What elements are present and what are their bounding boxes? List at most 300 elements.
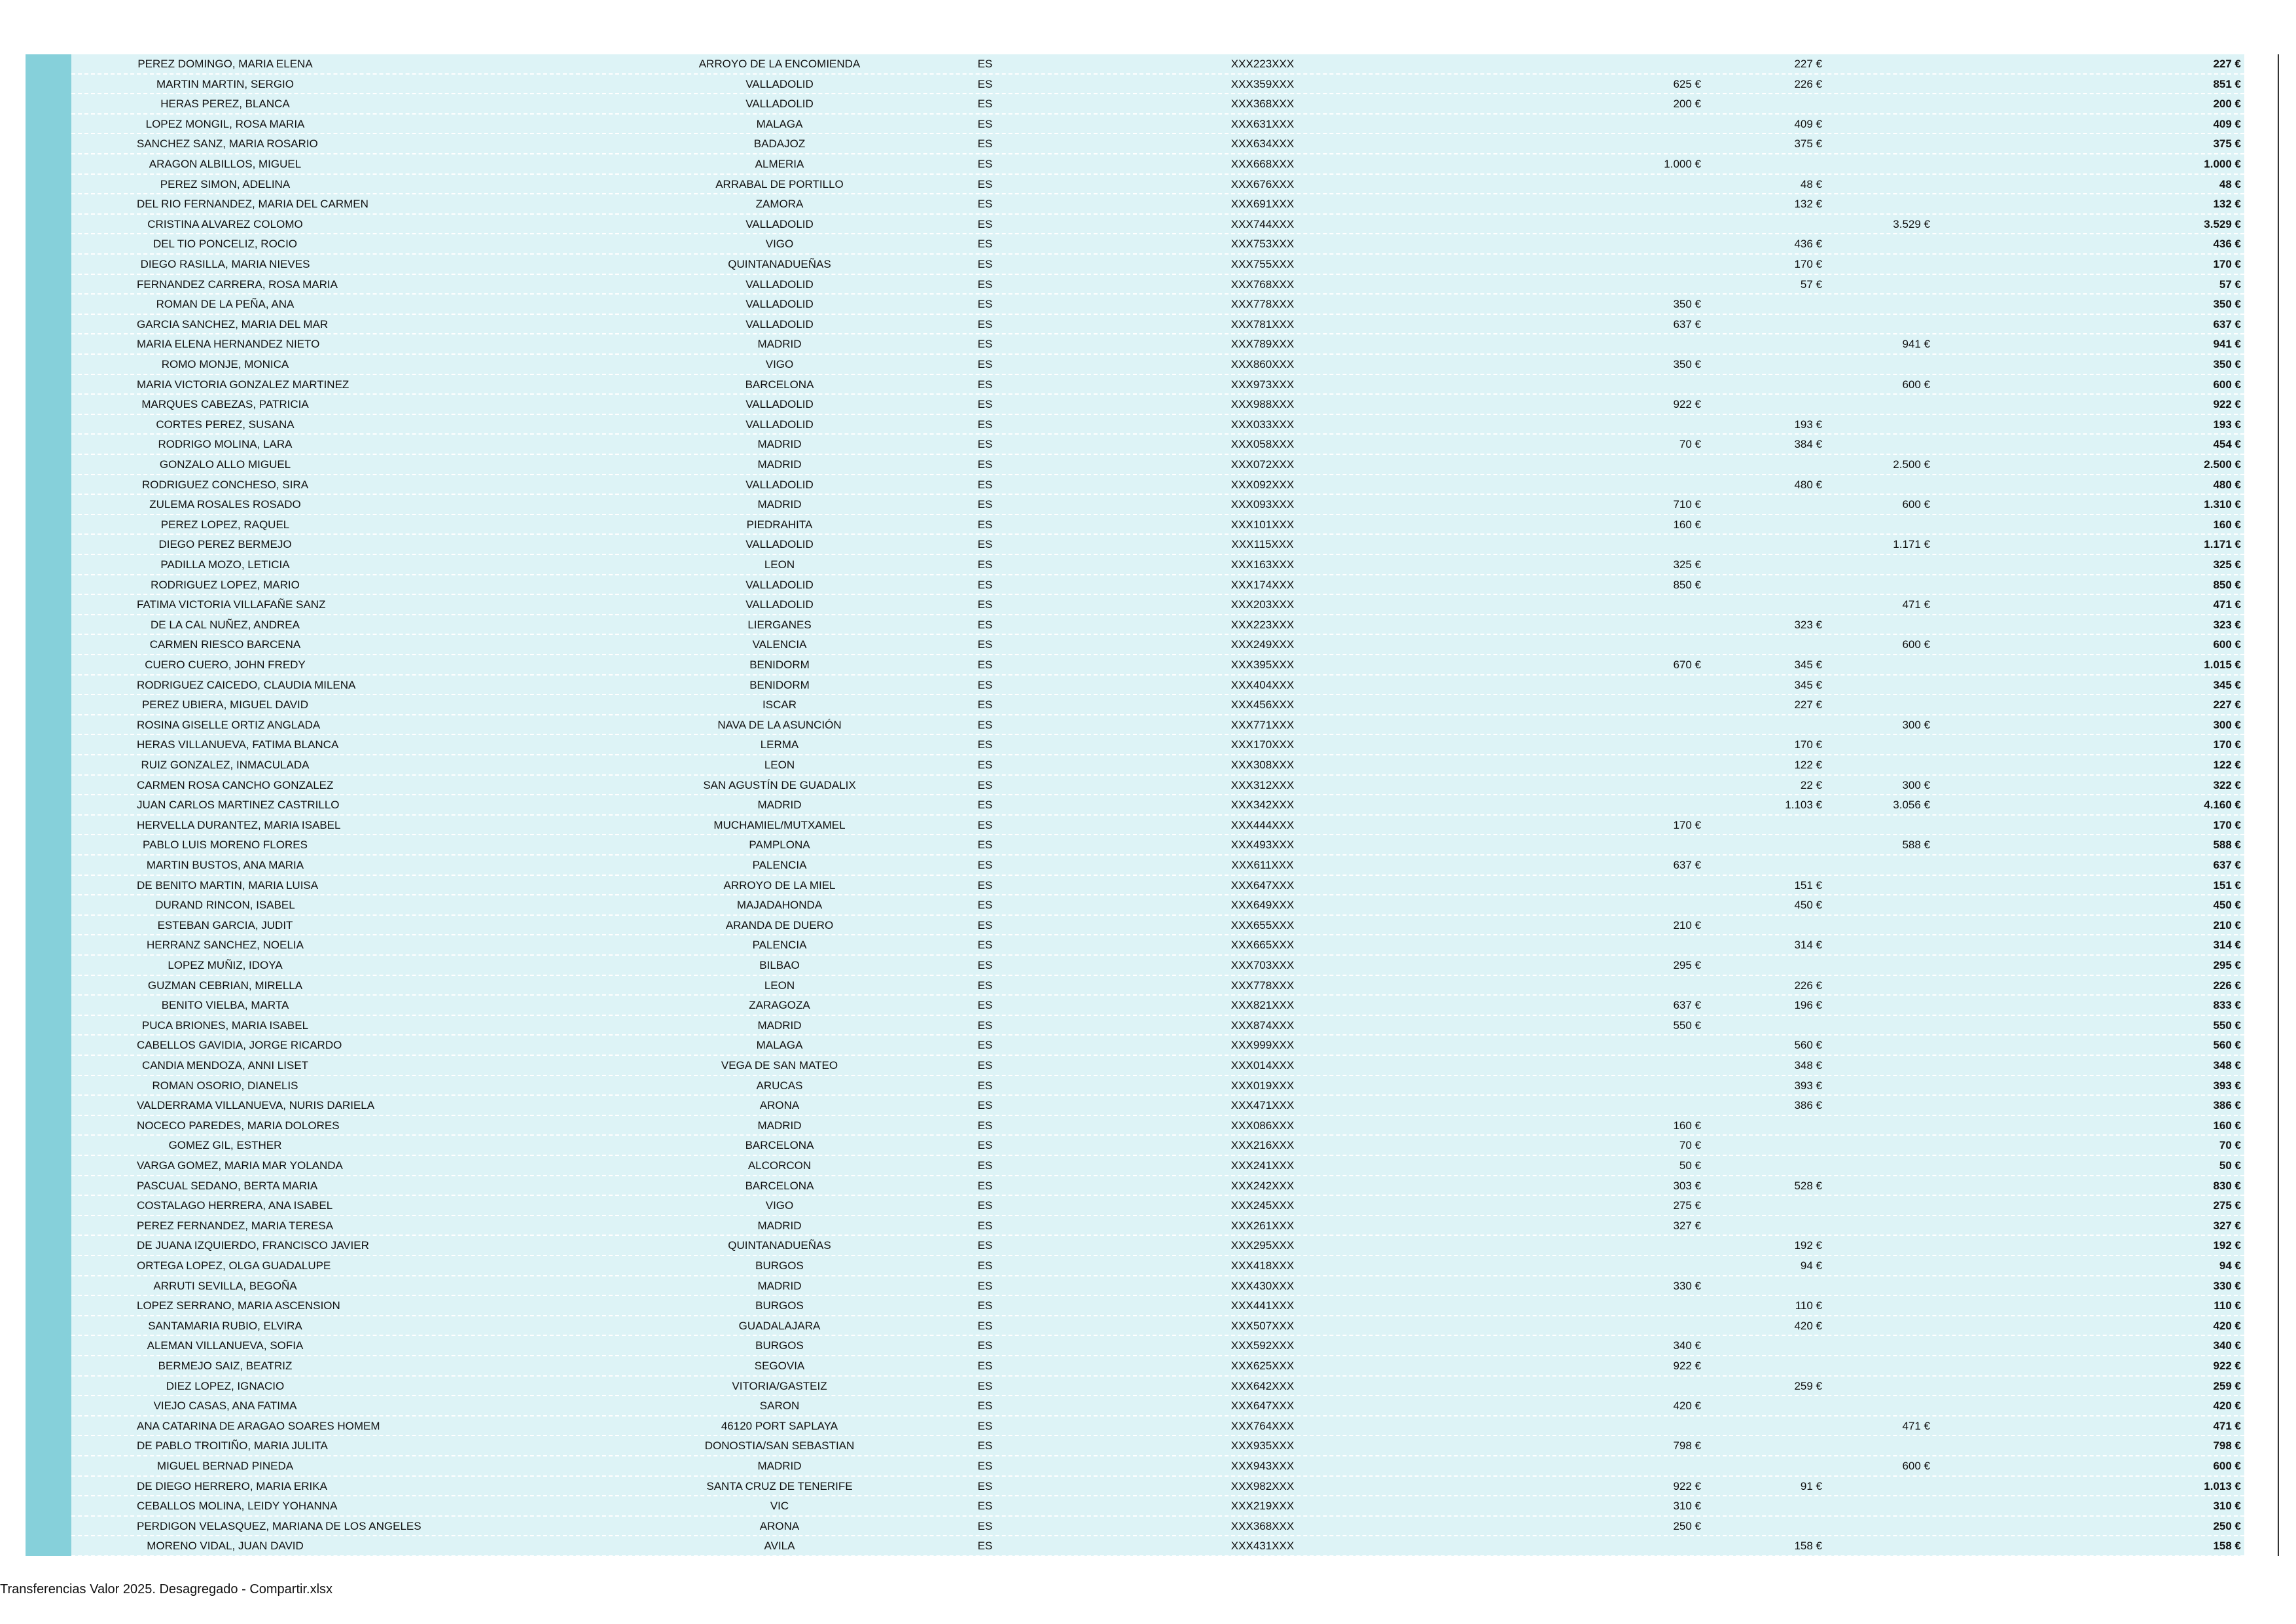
table-row [71,175,2244,195]
amount-c-cell: 941 € [1902,338,1930,351]
city-cell: PAMPLONA [749,839,810,852]
table-row [71,255,2244,275]
city-cell: 46120 PORT SAPLAYA [721,1419,838,1432]
table-row [71,1316,2244,1337]
table-row [71,275,2244,295]
country-cell: ES [977,859,993,871]
name-cell: ROMAN OSORIO, DIANELIS [152,1079,298,1092]
table-row [71,355,2244,375]
country-cell: ES [977,1199,993,1212]
total-cell: 323 € [2213,618,2241,631]
table-row [71,1456,2244,1477]
name-cell: CABELLOS GAVIDIA, JORGE RICARDO [137,1039,342,1052]
id-cell: XXX703XXX [1230,959,1295,971]
country-cell: ES [977,1299,993,1312]
amount-a-cell: 330 € [1673,1279,1701,1292]
name-cell: HERAS VILLANUEVA, FATIMA BLANCA [137,738,339,751]
city-cell: ARRABAL DE PORTILLO [715,177,844,190]
table-row [71,615,2244,636]
amount-b-cell: 170 € [1794,258,1822,270]
country-cell: ES [977,1179,993,1192]
total-cell: 170 € [2213,258,2241,270]
name-cell: DE LA CAL NUÑEZ, ANDREA [151,618,300,631]
amount-a-cell: 922 € [1673,398,1701,411]
table-row [71,395,2244,415]
city-cell: BADAJOZ [753,137,806,151]
name-cell: PUCA BRIONES, MARIA ISABEL [141,1019,309,1032]
total-cell: 259 € [2213,1379,2241,1392]
id-cell: XXX019XXX [1230,1079,1295,1092]
table-row [71,1196,2244,1216]
amount-b-cell: 170 € [1794,738,1822,751]
name-cell: CORTES PEREZ, SUSANA [156,418,295,431]
footer-filename: Transferencias Valor 2025. Desagregado - Compartir.xlsx [0,1582,333,1597]
id-cell: XXX634XXX [1230,137,1295,151]
total-cell: 200 € [2213,98,2241,111]
table-row [71,935,2244,956]
name-cell: PEREZ LOPEZ, RAQUEL [160,518,290,531]
table-row [71,334,2244,355]
amount-a-cell: 310 € [1673,1500,1701,1513]
name-cell: RODRIGUEZ CAICEDO, CLAUDIA MILENA [137,678,356,691]
amount-a-cell: 350 € [1673,358,1701,370]
country-cell: ES [977,177,993,190]
total-cell: 850 € [2213,578,2241,591]
total-cell: 350 € [2213,298,2241,311]
city-cell: VALLADOLID [745,278,814,291]
city-cell: ALMERIA [755,158,804,170]
country-cell: ES [977,618,993,631]
country-cell: ES [977,818,993,831]
city-cell: LERMA [760,738,799,751]
city-cell: ARROYO DE LA ENCOMIENDA [698,58,861,70]
city-cell: MADRID [757,1119,802,1132]
table-row [71,916,2244,936]
city-cell: ARROYO DE LA MIEL [723,878,836,892]
table-row [71,555,2244,575]
country-cell: ES [977,939,993,952]
city-cell: VALLADOLID [745,217,814,230]
total-cell: 345 € [2213,678,2241,691]
table-row [71,535,2244,555]
table-row [71,1116,2244,1136]
amount-b-cell: 375 € [1794,137,1822,151]
city-cell: BURGOS [755,1299,804,1312]
total-cell: 122 € [2213,759,2241,771]
name-cell: LOPEZ MONGIL, ROSA MARIA [145,117,305,130]
name-cell: MARTIN BUSTOS, ANA MARIA [146,859,304,871]
id-cell: XXX668XXX [1230,158,1295,170]
total-cell: 314 € [2213,939,2241,952]
total-cell: 2.500 € [2204,458,2241,471]
name-cell: GONZALO ALLO MIGUEL [159,458,291,471]
city-cell: VIGO [765,238,794,251]
city-cell: MADRID [757,1279,802,1292]
name-cell: HERVELLA DURANTEZ, MARIA ISABEL [137,818,341,831]
city-cell: ARONA [759,1519,800,1532]
id-cell: XXX368XXX [1230,1519,1295,1532]
table-row [71,94,2244,115]
country-cell: ES [977,1419,993,1432]
name-cell: DE JUANA IZQUIERDO, FRANCISCO JAVIER [137,1239,369,1252]
table-row [71,194,2244,215]
amount-a-cell: 670 € [1673,659,1701,671]
total-cell: 454 € [2213,438,2241,451]
city-cell: ARUCAS [756,1079,803,1092]
country-cell: ES [977,1439,993,1453]
id-cell: XXX431XXX [1230,1540,1295,1553]
amount-a-cell: 922 € [1673,1479,1701,1492]
amount-b-cell: 158 € [1794,1540,1822,1553]
name-cell: CUERO CUERO, JOHN FREDY [145,659,306,671]
country-cell: ES [977,1019,993,1032]
id-cell: XXX242XXX [1230,1179,1295,1192]
country-cell: ES [977,298,993,311]
city-cell: VALLADOLID [745,478,814,491]
id-cell: XXX456XXX [1230,698,1295,712]
amount-a-cell: 420 € [1673,1399,1701,1413]
table-row [71,1536,2244,1557]
amount-b-cell: 226 € [1794,979,1822,992]
name-cell: ESTEBAN GARCIA, JUDIT [157,918,293,931]
city-cell: DONOSTIA/SAN SEBASTIAN [704,1439,855,1453]
amount-b-cell: 192 € [1794,1239,1822,1252]
city-cell: VIC [770,1500,789,1513]
city-cell: MADRID [757,1019,802,1032]
total-cell: 210 € [2213,918,2241,931]
table-row [71,134,2244,154]
table-row [71,295,2244,315]
amount-a-cell: 350 € [1673,298,1701,311]
amount-c-cell: 1.171 € [1893,538,1930,551]
country-cell: ES [977,799,993,812]
id-cell: XXX665XXX [1230,939,1295,952]
city-cell: QUINTANADUEÑAS [728,1239,831,1252]
amount-b-cell: 314 € [1794,939,1822,952]
name-cell: RODRIGUEZ LOPEZ, MARIO [151,578,300,591]
amount-a-cell: 710 € [1673,498,1701,511]
total-cell: 1.171 € [2204,538,2241,551]
id-cell: XXX625XXX [1230,1360,1295,1372]
name-cell: VARGA GOMEZ, MARIA MAR YOLANDA [137,1159,343,1172]
id-cell: XXX223XXX [1230,618,1295,631]
total-cell: 637 € [2213,859,2241,871]
amount-b-cell: 259 € [1794,1379,1822,1392]
name-cell: VIEJO CASAS, ANA FATIMA [153,1399,297,1413]
city-cell: MAJADAHONDA [736,899,823,912]
id-cell: XXX312XXX [1230,778,1295,791]
city-cell: BILBAO [759,959,800,971]
country-cell: ES [977,899,993,912]
id-cell: XXX493XXX [1230,839,1295,852]
name-cell: PEREZ SIMON, ADELINA [160,177,291,190]
total-cell: 226 € [2213,979,2241,992]
total-cell: 471 € [2213,598,2241,611]
id-cell: XXX163XXX [1230,558,1295,571]
country-cell: ES [977,778,993,791]
city-cell: MADRID [757,1219,802,1232]
city-cell: GUADALAJARA [738,1319,821,1332]
city-cell: ARONA [759,1099,800,1112]
table-row [71,1296,2244,1316]
amount-b-cell: 193 € [1794,418,1822,431]
amount-b-cell: 436 € [1794,238,1822,251]
country-cell: ES [977,1259,993,1272]
amount-a-cell: 50 € [1679,1159,1701,1172]
country-cell: ES [977,258,993,270]
amount-b-cell: 480 € [1794,478,1822,491]
total-cell: 325 € [2213,558,2241,571]
city-cell: VITORIA/GASTEIZ [732,1379,827,1392]
id-cell: XXX999XXX [1230,1039,1295,1052]
city-cell: VIGO [765,358,794,370]
total-cell: 1.015 € [2204,659,2241,671]
table-row [71,234,2244,255]
total-cell: 1.310 € [2204,498,2241,511]
country-cell: ES [977,759,993,771]
city-cell: VALLADOLID [745,298,814,311]
amount-b-cell: 345 € [1794,678,1822,691]
total-cell: 375 € [2213,137,2241,151]
amount-a-cell: 327 € [1673,1219,1701,1232]
total-cell: 300 € [2213,718,2241,731]
total-cell: 160 € [2213,518,2241,531]
country-cell: ES [977,1540,993,1553]
table-row [71,655,2244,676]
page-border [2278,54,2279,1556]
table-row [71,315,2244,335]
name-cell: GOMEZ GIL, ESTHER [168,1139,282,1152]
city-cell: ZAMORA [755,198,804,211]
name-cell: SANTAMARIA RUBIO, ELVIRA [148,1319,302,1332]
table-row [71,1076,2244,1096]
country-cell: ES [977,1059,993,1072]
amount-a-cell: 303 € [1673,1179,1701,1192]
country-cell: ES [977,1039,993,1052]
country-cell: ES [977,578,993,591]
city-cell: VALLADOLID [745,317,814,331]
id-cell: XXX101XXX [1230,518,1295,531]
amount-c-cell: 471 € [1902,1419,1930,1432]
name-cell: PADILLA MOZO, LETICIA [160,558,290,571]
id-cell: XXX368XXX [1230,98,1295,111]
table-row [71,595,2244,615]
country-cell: ES [977,317,993,331]
country-cell: ES [977,1339,993,1352]
amount-b-cell: 450 € [1794,899,1822,912]
country-cell: ES [977,839,993,852]
city-cell: SARON [759,1399,800,1413]
country-cell: ES [977,1219,993,1232]
table-row [71,776,2244,796]
id-cell: XXX245XXX [1230,1199,1295,1212]
table-row [71,1236,2244,1256]
total-cell: 922 € [2213,398,2241,411]
table-row [71,1356,2244,1377]
amount-a-cell: 160 € [1673,1119,1701,1132]
table-row [71,54,2244,75]
table-row [71,1436,2244,1456]
table-row [71,1377,2244,1397]
amount-b-cell: 226 € [1794,77,1822,90]
city-cell: VALLADOLID [745,98,814,111]
amount-a-cell: 70 € [1679,1139,1701,1152]
amount-c-cell: 300 € [1902,778,1930,791]
id-cell: XXX764XXX [1230,1419,1295,1432]
amount-b-cell: 110 € [1795,1299,1822,1312]
id-cell: XXX093XXX [1230,498,1295,511]
amount-b-cell: 420 € [1794,1319,1822,1332]
table-row [71,515,2244,535]
name-cell: CANDIA MENDOZA, ANNI LISET [141,1059,309,1072]
amount-c-cell: 600 € [1902,498,1930,511]
total-cell: 110 € [2214,1299,2241,1312]
amount-a-cell: 295 € [1673,959,1701,971]
name-cell: JUAN CARLOS MARTINEZ CASTRILLO [137,799,340,812]
id-cell: XXX295XXX [1230,1239,1295,1252]
amount-a-cell: 325 € [1673,558,1701,571]
amount-a-cell: 170 € [1673,818,1701,831]
name-cell: DIEGO PEREZ BERMEJO [158,538,292,551]
total-cell: 227 € [2213,58,2241,70]
total-cell: 550 € [2213,1019,2241,1032]
total-cell: 420 € [2213,1399,2241,1413]
amount-a-cell: 637 € [1673,999,1701,1012]
country-cell: ES [977,458,993,471]
total-cell: 4.160 € [2204,799,2241,812]
total-cell: 450 € [2213,899,2241,912]
total-cell: 480 € [2213,478,2241,491]
id-cell: XXX174XXX [1230,578,1295,591]
id-cell: XXX115XXX [1231,538,1294,551]
id-cell: XXX753XXX [1230,238,1295,251]
amount-b-cell: 94 € [1800,1259,1822,1272]
total-cell: 637 € [2213,317,2241,331]
amount-a-cell: 798 € [1673,1439,1701,1453]
table-row [71,1176,2244,1197]
total-cell: 1.000 € [2204,158,2241,170]
total-cell: 227 € [2213,698,2241,712]
name-cell: GARCIA SANCHEZ, MARIA DEL MAR [137,317,329,331]
country-cell: ES [977,959,993,971]
city-cell: AVILA [764,1540,795,1553]
name-cell: DIEGO RASILLA, MARIA NIEVES [140,258,310,270]
name-cell: DIEZ LOPEZ, IGNACIO [166,1379,285,1392]
city-cell: VALLADOLID [745,538,814,551]
id-cell: XXX308XXX [1230,759,1295,771]
total-cell: 310 € [2213,1500,2241,1513]
amount-b-cell: 91 € [1800,1479,1822,1492]
name-cell: PEREZ UBIERA, MIGUEL DAVID [141,698,309,712]
name-cell: DEL TIO PONCELIZ, ROCIO [152,238,298,251]
city-cell: NAVA DE LA ASUNCIÓN [717,718,842,731]
total-cell: 798 € [2213,1439,2241,1453]
id-cell: XXX086XXX [1230,1119,1295,1132]
table-row [71,676,2244,696]
amount-a-cell: 200 € [1673,98,1701,111]
name-cell: FATIMA VICTORIA VILLAFAÑE SANZ [137,598,326,611]
country-cell: ES [977,1460,993,1472]
city-cell: MADRID [757,1460,802,1472]
country-cell: ES [977,438,993,451]
country-cell: ES [977,198,993,211]
total-cell: 132 € [2213,198,2241,211]
name-cell: HERRANZ SANCHEZ, NOELIA [147,939,304,952]
city-cell: VALLADOLID [745,77,814,90]
total-cell: 193 € [2213,418,2241,431]
amount-a-cell: 1.000 € [1664,158,1701,170]
amount-c-cell: 3.529 € [1893,217,1930,230]
name-cell: PEREZ DOMINGO, MARIA ELENA [137,58,313,70]
country-cell: ES [977,1319,993,1332]
id-cell: XXX072XXX [1230,458,1295,471]
city-cell: VEGA DE SAN MATEO [721,1059,838,1072]
city-cell: LIERGANES [747,618,812,631]
amount-c-cell: 600 € [1902,1460,1930,1472]
id-cell: XXX860XXX [1230,358,1295,370]
name-cell: BENITO VIELBA, MARTA [161,999,289,1012]
total-cell: 170 € [2213,818,2241,831]
id-cell: XXX781XXX [1230,317,1295,331]
country-cell: ES [977,738,993,751]
table-row [71,495,2244,515]
city-cell: VALLADOLID [745,418,814,431]
total-cell: 471 € [2213,1419,2241,1432]
city-cell: MALAGA [756,1039,803,1052]
total-cell: 340 € [2213,1339,2241,1352]
total-cell: 170 € [2213,738,2241,751]
amount-a-cell: 275 € [1673,1199,1701,1212]
city-cell: BENIDORM [749,678,810,691]
city-cell: VALLADOLID [745,578,814,591]
id-cell: XXX691XXX [1230,198,1295,211]
table-row [71,1216,2244,1236]
name-cell: NOCECO PAREDES, MARIA DOLORES [137,1119,340,1132]
total-cell: 420 € [2213,1319,2241,1332]
table-row [71,1056,2244,1076]
table-row [71,375,2244,395]
id-cell: XXX592XXX [1230,1339,1295,1352]
total-cell: 275 € [2213,1199,2241,1212]
amount-a-cell: 637 € [1673,317,1701,331]
country-cell: ES [977,1119,993,1132]
total-cell: 348 € [2213,1059,2241,1072]
total-cell: 50 € [2219,1159,2241,1172]
country-cell: ES [977,678,993,691]
country-cell: ES [977,918,993,931]
table-row [71,575,2244,596]
city-cell: BENIDORM [749,659,810,671]
country-cell: ES [977,378,993,391]
total-cell: 600 € [2213,638,2241,651]
amount-c-cell: 600 € [1902,378,1930,391]
city-cell: ZARAGOZA [749,999,810,1012]
amount-b-cell: 151 € [1794,878,1822,892]
id-cell: XXX219XXX [1230,1500,1295,1513]
country-cell: ES [977,1360,993,1372]
total-cell: 350 € [2213,358,2241,370]
city-cell: VIGO [765,1199,794,1212]
id-cell: XXX033XXX [1230,418,1295,431]
country-cell: ES [977,1099,993,1112]
name-cell: PASCUAL SEDANO, BERTA MARIA [137,1179,318,1192]
name-cell: RODRIGUEZ CONCHESO, SIRA [141,478,309,491]
country-cell: ES [977,117,993,130]
table-row [71,1477,2244,1497]
name-cell: PERDIGON VELASQUEZ, MARIANA DE LOS ANGELES [137,1519,422,1532]
name-cell: ZULEMA ROSALES ROSADO [149,498,301,511]
amount-a-cell: 250 € [1673,1519,1701,1532]
